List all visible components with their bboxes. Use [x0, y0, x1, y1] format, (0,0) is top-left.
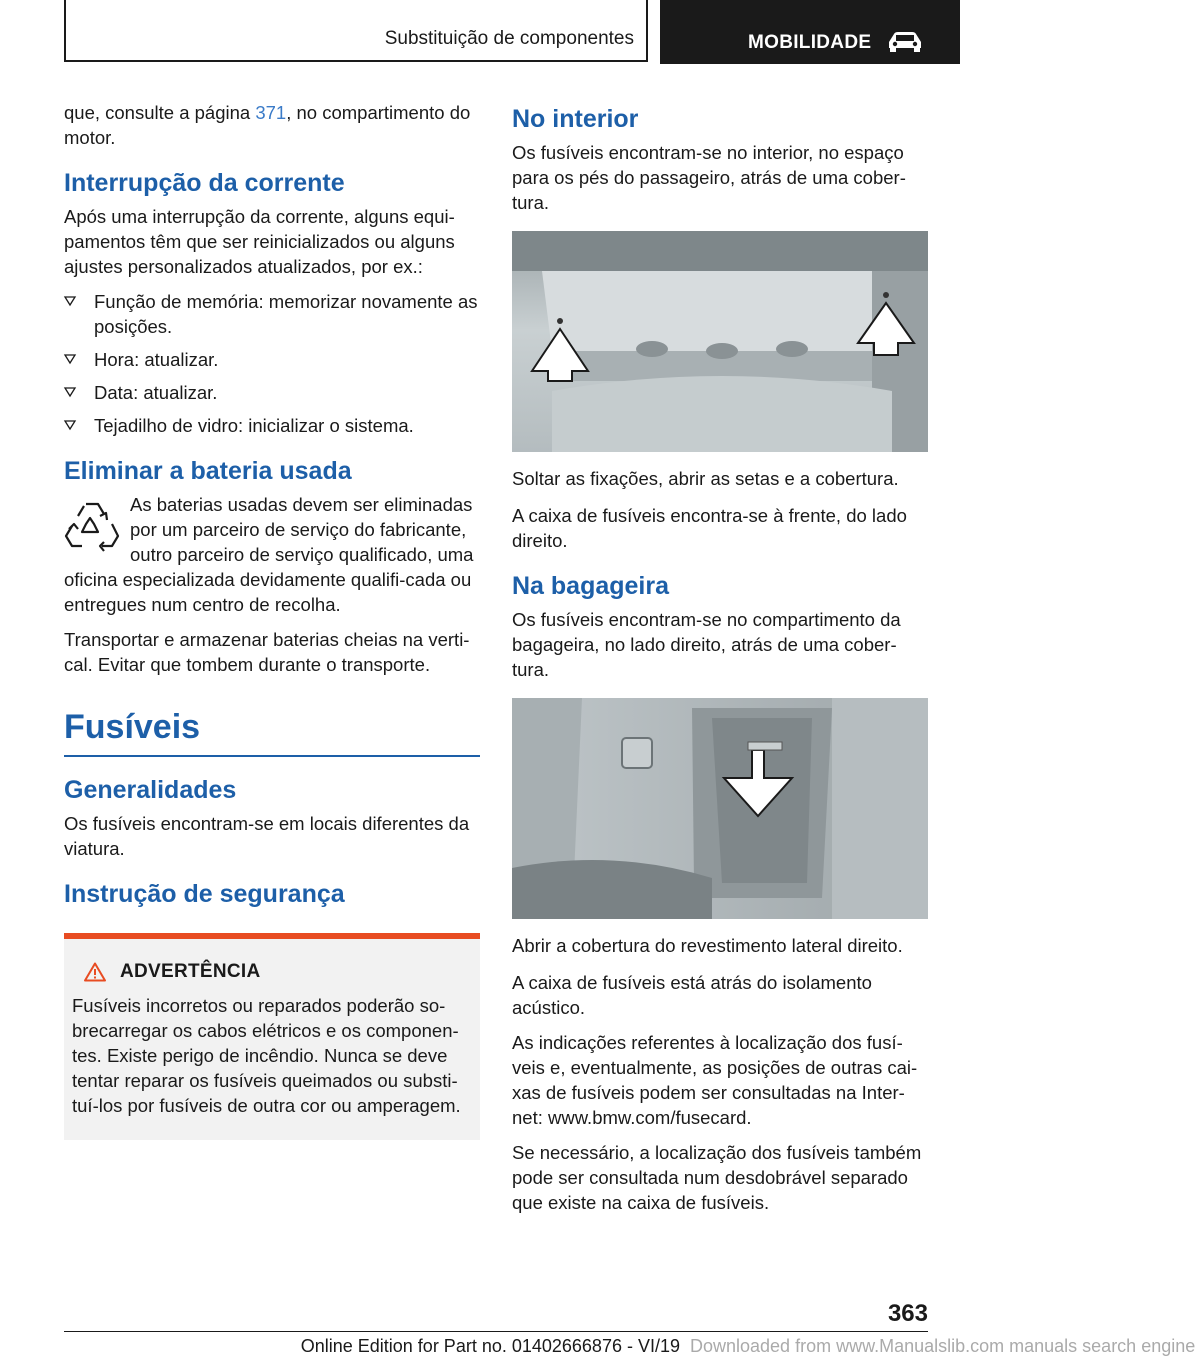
heading-safety: Instrução de segurança — [64, 880, 345, 908]
heading-general: Generalidades — [64, 776, 237, 804]
warning-title: ADVERTÊNCIA — [120, 961, 261, 982]
warning-triangle-icon — [84, 962, 106, 982]
heading-battery-disposal: Eliminar a bateria usada — [64, 457, 352, 485]
footer-divider — [64, 1331, 928, 1332]
list-item: Tejadilho de vidro: inicializar o sistema. — [64, 413, 480, 438]
reset-list — [64, 289, 480, 438]
list-item: Data: atualizar. — [64, 380, 480, 405]
right-column — [512, 100, 928, 1225]
page-link[interactable]: 371 — [255, 102, 287, 123]
power-interruption-text: Após uma interrupção da corrente, alguns equi-pamentos têm que ser reinicializados ou alguns ajustes personalizados atualizados, por ex.: — [64, 206, 455, 277]
heading-trunk: Na bagageira — [512, 572, 670, 600]
recycle-icon — [64, 498, 120, 556]
trunk-photo — [512, 698, 928, 919]
heading-power-interruption: Interrupção da corrente — [64, 169, 345, 197]
fusecard-text: As indicações referentes à localização dos fusí-veis e, eventualmente, as posições de outras cai-xas de fusíveis podem ser consultadas na Inter-net: www.bmw.com/fusecard. — [512, 1032, 918, 1128]
list-item: Função de memória: memorizar novamente as posições. — [64, 289, 480, 339]
battery-disposal-block — [64, 492, 480, 617]
battery-disposal-text: As baterias usadas devem ser eliminadas por um parceiro de serviço do fabricante, outro parceiro de serviço qualificado, uma oficina especializada devidamente qualifi-cada ou entregues num centro de recolha. — [64, 494, 474, 615]
interior-location-text: A caixa de fusíveis encontra-se à frente, do lado direito. — [512, 505, 907, 551]
trunk-text: Os fusíveis encontram-se no compartimento da bagageira, no lado direito, atrás de uma cober-tura. — [512, 609, 901, 680]
footwell-photo — [512, 231, 928, 452]
car-icon — [886, 30, 924, 52]
section-header — [64, 0, 648, 62]
interior-text: Os fusíveis encontram-se no interior, no espaço para os pés do passageiro, atrás de uma cober-tura. — [512, 142, 906, 213]
triangle-bullet-icon — [64, 354, 76, 364]
photo-caption-footwell: Soltar as fixações, abrir as setas e a cobertura. — [512, 468, 899, 489]
fold-out-text: Se necessário, a localização dos fusíveis também pode ser consultada num desdobrável separado que existe na caixa de fusíveis. — [512, 1142, 922, 1213]
page-number: 363 — [887, 1300, 928, 1327]
list-item: Hora: atualizar. — [64, 347, 480, 372]
watermark: Downloaded from www.Manualslib.com manuals search engine — [690, 1336, 1195, 1356]
heading-interior: No interior — [512, 105, 639, 133]
trunk-location-text: A caixa de fusíveis está atrás do isolamento acústico. — [512, 972, 872, 1018]
triangle-bullet-icon — [64, 387, 76, 397]
photo-caption-trunk: Abrir a cobertura do revestimento lateral direito. — [512, 935, 903, 956]
warning-header — [72, 961, 472, 983]
general-text: Os fusíveis encontram-se em locais diferentes da viatura. — [64, 813, 470, 859]
triangle-bullet-icon — [64, 420, 76, 430]
left-column — [64, 100, 480, 1140]
edition-footer: Online Edition for Part no. 01402666876 - VI/19 — [300, 1336, 680, 1356]
section-title: Substituição de componentes — [384, 28, 634, 49]
battery-storage-text: Transportar e armazenar baterias cheias na verti-cal. Evitar que tombem durante o transporte. — [64, 629, 470, 675]
triangle-bullet-icon — [64, 296, 76, 306]
warning-box — [64, 933, 480, 1140]
heading-fuses: Fusíveis — [64, 707, 480, 757]
chapter-title: MOBILIDADE — [748, 32, 872, 53]
warning-text: Fusíveis incorretos ou reparados poderão so-brecarregar os cabos elétricos e os componen-tes. Existe perigo de incêndio. Nunca se deve tentar reparar os fusíveis queimados ou substi-tuí-los por fusíveis de outra cor ou amperagem. — [72, 995, 461, 1116]
intro-paragraph: que, consulte a página 371, no compartimento do motor. — [64, 102, 471, 148]
